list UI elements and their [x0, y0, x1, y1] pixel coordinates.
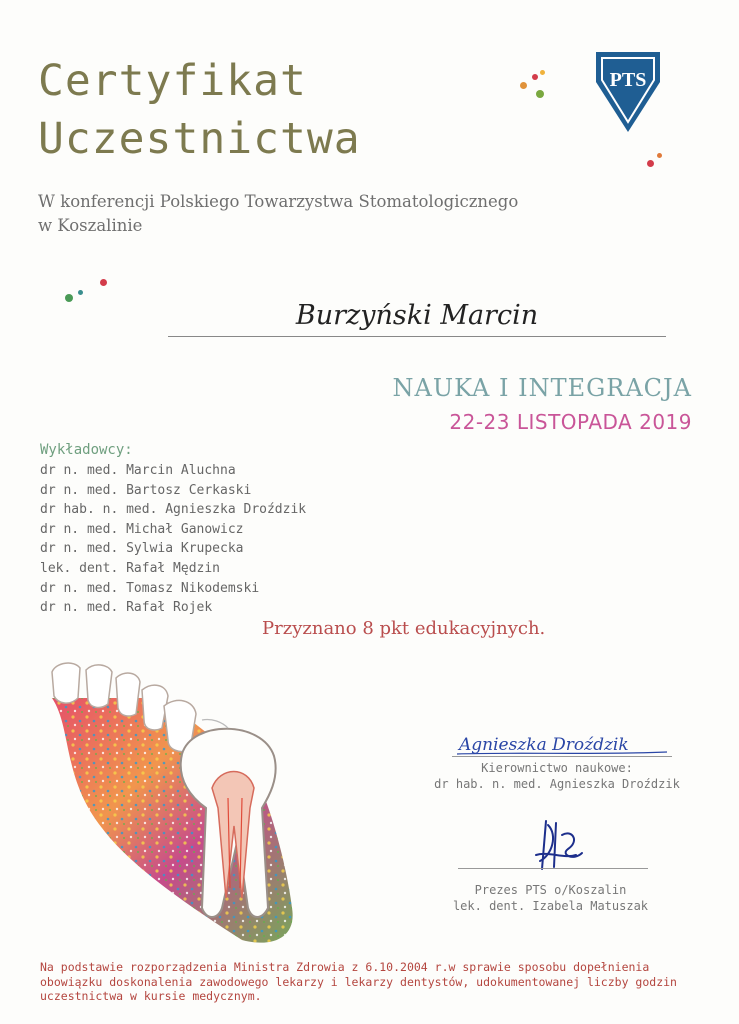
education-points: Przyznano 8 pkt edukacyjnych.	[262, 618, 546, 639]
lecturer-item: dr n. med. Sylwia Krupecka	[40, 541, 244, 557]
lecturers-list	[40, 461, 306, 618]
certificate-title	[38, 52, 361, 168]
lecturer-item: dr n. med. Bartosz Cerkaski	[40, 482, 252, 498]
signature-2-name: lek. dent. Izabela Matuszak	[452, 899, 649, 913]
decor-dot	[647, 160, 654, 167]
lecturers-heading: Wykładowcy:	[40, 442, 133, 458]
signature-droździk-text: Agnieszka Droździk	[459, 735, 629, 755]
title-line-1: Certyfikat	[38, 56, 307, 106]
decor-dot	[520, 82, 527, 89]
subtitle-line-2: w Koszalinie	[38, 216, 143, 235]
signature-line-2	[458, 868, 648, 869]
lecturer-item: dr n. med. Michał Ganowicz	[40, 521, 244, 537]
signature-1-name: dr hab. n. med. Agnieszka Droździk	[434, 777, 680, 791]
signature-2-role: Prezes PTS o/Koszalin	[474, 883, 627, 897]
conference-name: NAUKA I INTEGRACJA	[392, 374, 692, 402]
participant-underline	[168, 336, 666, 337]
signature-line-1	[452, 756, 672, 757]
title-line-2: Uczestnictwa	[38, 114, 361, 164]
conference-date: 22-23 LISTOPADA 2019	[449, 410, 692, 434]
signature-caption-1	[432, 760, 682, 792]
signature-caption-2	[428, 882, 673, 914]
logo-text: PTS	[609, 69, 647, 91]
participant-name: Burzyński Marcin	[295, 300, 539, 331]
legal-footer: Na podstawie rozporządzenia Ministra Zdrowia z 6.10.2004 r.w sprawie sposobu dopełnienia obowiązku doskonalenia zawodowego lekarzy i lekarzy dentystów, udokumentowanej liczby godzin uczestnictwa w kursie medycznym.	[40, 960, 677, 1003]
decor-dot	[78, 290, 83, 295]
decor-dot	[532, 74, 538, 80]
lecturer-item: dr n. med. Tomasz Nikodemski	[40, 580, 260, 596]
decor-dot	[657, 153, 662, 158]
lecturer-item: dr n. med. Rafał Rojek	[40, 600, 213, 616]
decor-dot	[65, 294, 73, 302]
lecturer-item: dr n. med. Marcin Aluchna	[40, 463, 236, 478]
lecturer-item: lek. dent. Rafał Mędzin	[40, 560, 221, 576]
decor-dot	[100, 279, 107, 286]
teeth-illustration	[42, 658, 342, 948]
pts-logo	[592, 46, 664, 136]
subtitle-line-1: W konferencji Polskiego Towarzystwa Stomatologicznego	[38, 192, 519, 211]
signature-droździk	[455, 728, 670, 758]
decor-dot	[536, 90, 544, 98]
decor-dot	[540, 70, 545, 75]
lecturer-item: dr hab. n. med. Agnieszka Droździk	[40, 502, 307, 518]
signature-1-role: Kierownictwo naukowe:	[481, 761, 633, 775]
subtitle	[38, 190, 718, 238]
